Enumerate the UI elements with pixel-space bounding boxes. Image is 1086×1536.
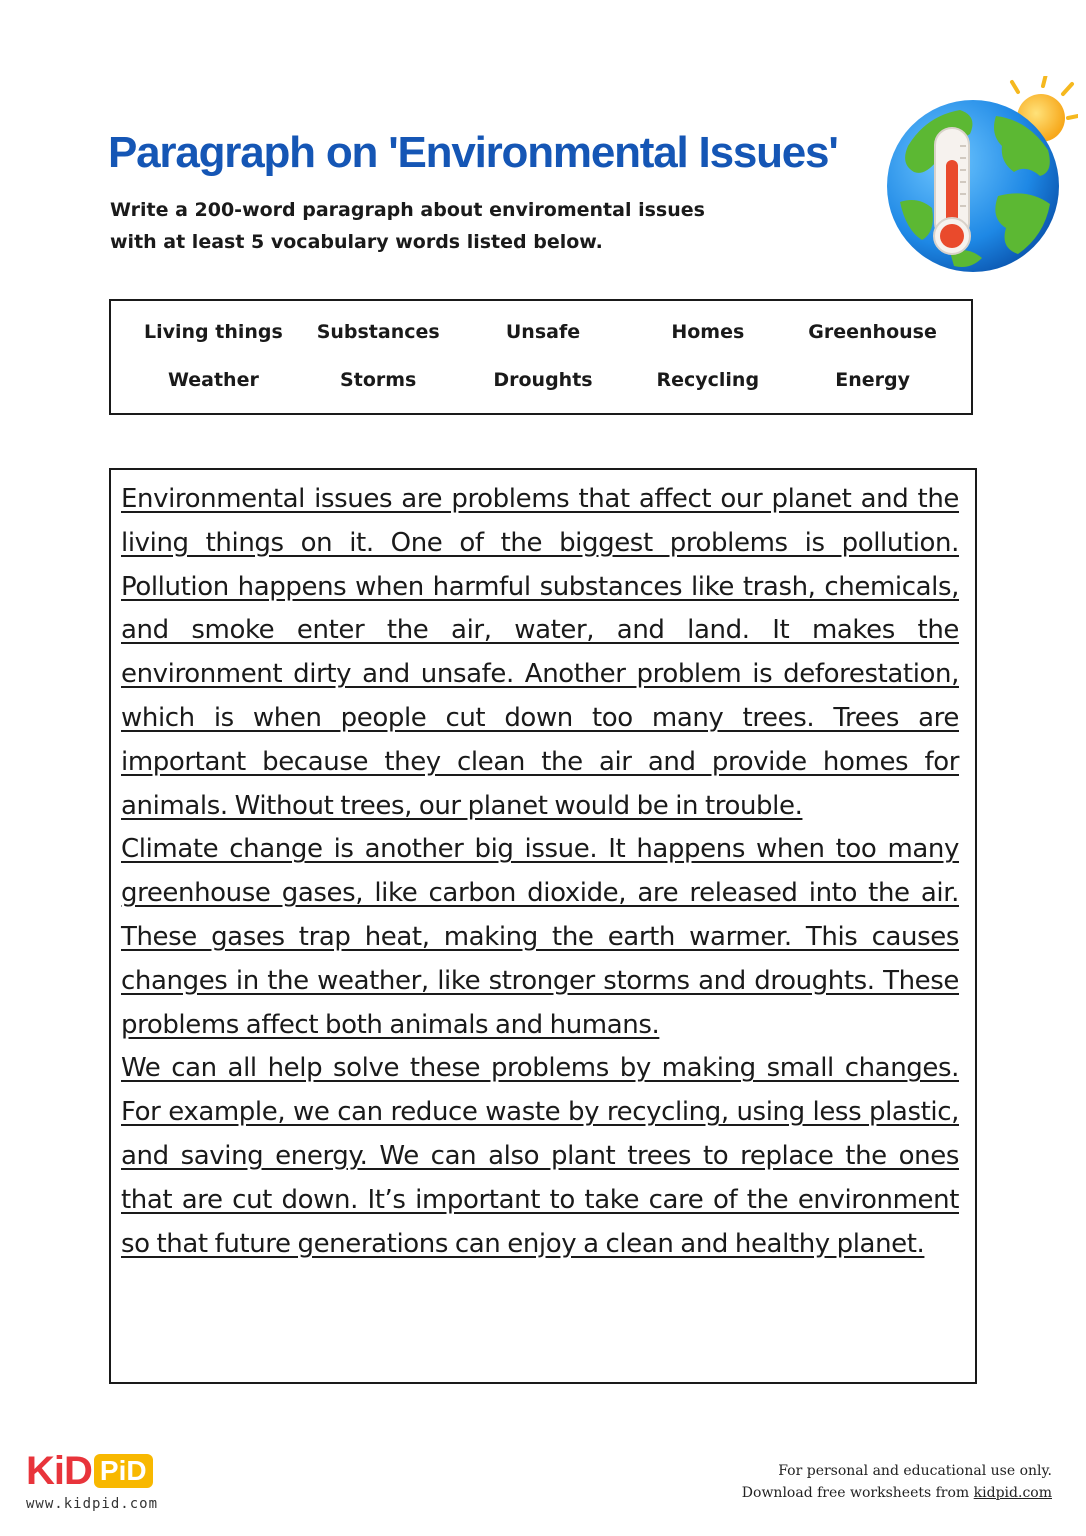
instructions: [110, 194, 705, 258]
instructions-line-1: Write a 200-word paragraph about enviromental issues: [110, 199, 705, 221]
vocab-word-unsafe: Unsafe: [505, 321, 581, 343]
vocab-word-droughts: Droughts: [493, 369, 593, 391]
footer-line-2: [742, 1482, 1052, 1504]
worksheet-title: Paragraph on 'Environmental Issues': [108, 128, 838, 177]
vocab-word-recycling: Recycling: [656, 369, 760, 391]
footer-line-2-prefix: Download free worksheets from: [741, 1485, 974, 1501]
paragraph-1: Environmental issues are problems that affect our planet and the living things on it. One of the biggest problems is pollution. Pollution happens when harmful substances like trash, chemicals, and smoke enter the air, water, and land. It makes the environment dirty and unsafe. Another problem is deforestation, which is when people cut down too many trees. Trees are important because they clean the air and provide homes for animals. Without trees, our planet would be in trouble.: [121, 484, 959, 821]
logo-mark: [26, 1448, 158, 1494]
vocabulary-grid: [131, 315, 955, 397]
footer-kidpid-link[interactable]: kidpid.com: [973, 1485, 1052, 1501]
vocab-word-storms: Storms: [340, 369, 417, 391]
footer-note: [742, 1460, 1052, 1504]
instructions-line-2: with at least 5 vocabulary words listed below.: [110, 231, 603, 253]
paragraph-3: We can all help solve these problems by making small changes. For example, we can reduce waste by recycling, using less plastic, and saving energy. We can also plant trees to replace the ones that are cut down. It’s important to take care of the environment so that future generations can enjoy a clean and healthy planet.: [121, 1053, 959, 1259]
logo-pid-badge: PiD: [94, 1454, 153, 1488]
paragraph-text: [121, 478, 959, 1266]
vocab-word-energy: Energy: [835, 369, 910, 391]
logo-kid-text: KiD: [26, 1449, 92, 1493]
logo-url: www.kidpid.com: [26, 1496, 159, 1512]
vocab-word-homes: Homes: [671, 321, 745, 343]
paragraph-2: Climate change is another big issue. It happens when too many greenhouse gases, like carbon dioxide, are released into the air. These gases trap heat, making the earth warmer. This causes changes in the weather, like stronger storms and droughts. These problems affect both animals and humans.: [121, 834, 959, 1040]
vocab-word-weather: Weather: [167, 369, 259, 391]
vocab-word-substances: Substances: [316, 321, 440, 343]
footer-line-1: For personal and educational use only.: [778, 1463, 1052, 1479]
vocab-word-greenhouse: Greenhouse: [808, 321, 937, 343]
kidpid-logo: [26, 1448, 158, 1512]
vocab-word-living-things: Living things: [143, 321, 283, 343]
paragraph-box: [109, 468, 977, 1384]
globe-thermometer-sun-icon: [878, 76, 1078, 276]
vocabulary-box: [109, 299, 973, 415]
